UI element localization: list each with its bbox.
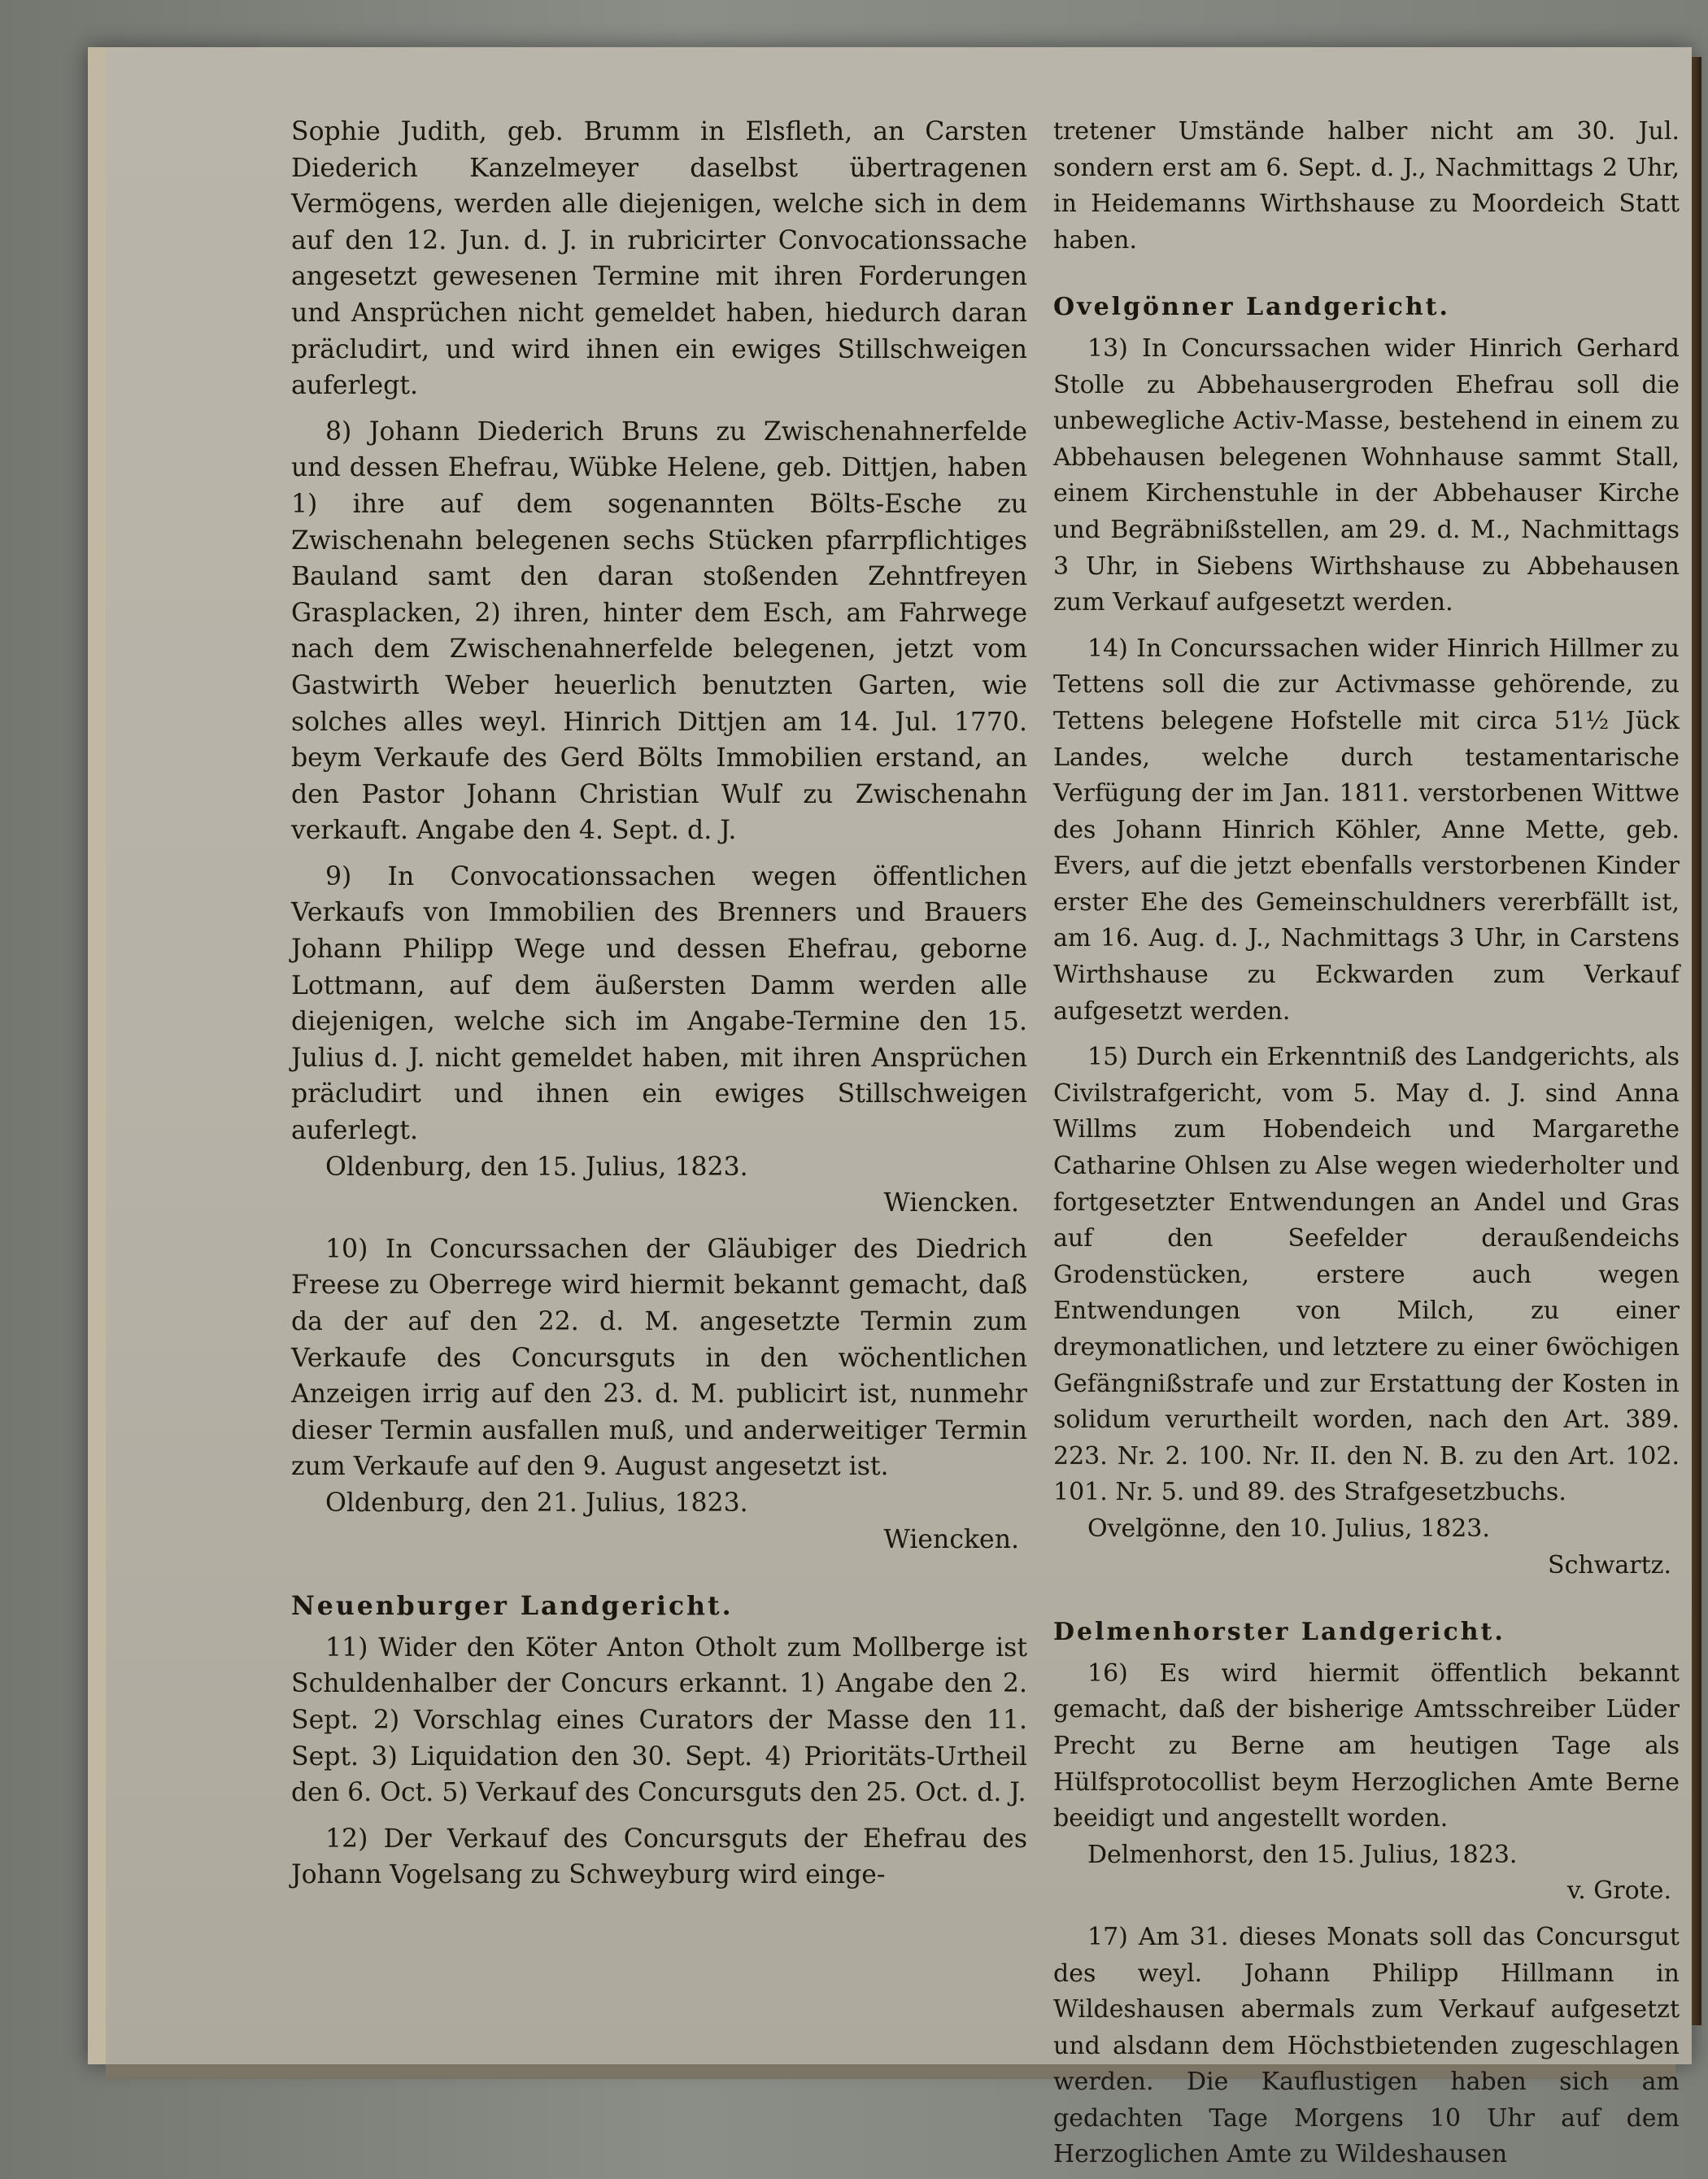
dateline-ovelgoenne: Ovelgönne, den 10. Julius, 1823. bbox=[1087, 1514, 1490, 1543]
paragraph-11: 11) Wider den Köter Anton Otholt zum Mollberge ist Schuldenhalber der Concurs erkannt. 1) Angabe den 2. Sept. 2) Vorschlag eines Curators der Masse den 11. Sept. 3) Liquidation den 30. Sept. 4) Prioritäts-Urtheil den 6. Oct. 5) Verkauf des Concursguts den 25. Oct. d. J. bbox=[291, 1632, 1027, 1808]
heading-delmenhorst: Delmenhorster Landgericht. bbox=[1053, 1618, 1505, 1647]
signature-schwartz: Schwartz. bbox=[1548, 1550, 1671, 1580]
paragraph-15: 15) Durch ein Erkenntniß des Landgerichts, als Civilstrafgericht, vom 5. May d. J. sind Anna Willms zum Hobendeich und Margarethe Catharine Ohlsen zu Alse wegen wiederholter und fortgesetzter Entwendungen an Andel und Gras auf den Seefelder deraußendeichs Grodenstücken, erstere auch wegen Entwendungen von Milch, zu einer dreymonatlichen, und letztere zu einer 6wöchigen Gefängnißstrafe und zur Erstattung der Kosten in solidum verurtheilt worden, nach den Art. 389. 223. Nr. 2. 100. Nr. II. den N. B. zu den Art. 102. 101. Nr. 5. und 89. des Strafgesetzbuchs. bbox=[1053, 1043, 1680, 1507]
heading-neuenburg: Neuenburger Landgericht. bbox=[291, 1591, 734, 1622]
paragraph-13: 13) In Concurssachen wider Hinrich Gerhard Stolle zu Abbehausergroden Ehefrau soll die unbewegliche Activ-Masse, bestehend in einem zu Abbehausen belegenen Wohnhause sammt Stall, einem Kirchenstuhle in der Abbehauser Kirche und Begräbnißstellen, am 29. d. M., Nachmittags 3 Uhr, in Siebens Wirthshause zu Abbehausen zum Verkauf aufgesetzt werden. bbox=[1053, 333, 1680, 617]
signature-wiencken-1: Wiencken. bbox=[883, 1188, 1019, 1218]
paragraph-16: 16) Es wird hiermit öffentlich bekannt gemacht, daß der bisherige Amtsschreiber Lüder Precht zu Berne am heutigen Tage als Hülfsprotocollist beym Herzoglichen Amte Berne beeidigt und angestellt worden. bbox=[1053, 1658, 1680, 1833]
paragraph-7-continued: Sophie Judith, geb. Brumm in Elsfleth, an Carsten Diederich Kanzelmeyer daselbst übertragenen Vermögens, werden alle diejenigen, welche sich in dem auf den 12. Jun. d. J. in rubricirter Convocationssache angesetzt gewesenen Termine mit ihren Forderungen und Ansprüchen nicht gemeldet haben, hiedurch daran präcludirt, und wird ihnen ein ewiges Stillschweigen auferlegt. bbox=[291, 117, 1027, 401]
dateline-delmenhorst: Delmenhorst, den 15. Julius, 1823. bbox=[1087, 1840, 1518, 1869]
dateline-oldenburg-2: Oldenburg, den 21. Julius, 1823. bbox=[325, 1488, 748, 1518]
paragraph-12: 12) Der Verkauf des Concursguts der Ehefrau des Johann Vogelsang zu Schweyburg wird einge- bbox=[291, 1824, 1027, 1890]
paragraph-10: 10) In Concurssachen der Gläubiger des Diedrich Freese zu Oberrege wird hiermit bekannt gemacht, daß da der auf den 22. d. M. angesetzte Termin zum Verkaufe des Concursguts in den wöchentlichen Anzeigen irrig auf den 23. d. M. publicirt ist, nunmehr dieser Termin ausfallen muß, und anderweitiger Termin zum Verkaufe auf den 9. August angesetzt ist. bbox=[291, 1234, 1027, 1482]
paragraph-9: 9) In Convocationssachen wegen öffentlichen Verkaufs von Immobilien des Brenners und Brauers Johann Philipp Wege und dessen Ehefrau, geborne Lottmann, auf dem äußersten Damm werden alle diejenigen, welche sich im Angabe-Termine den 15. Julius d. J. nicht gemeldet haben, mit ihren Ansprüchen präcludirt und ihnen ein ewiges Stillschweigen auferlegt. bbox=[291, 861, 1027, 1146]
signature-wiencken-2: Wiencken. bbox=[883, 1524, 1019, 1554]
paragraph-17: 17) Am 31. dieses Monats soll das Concursgut des weyl. Johann Philipp Hillmann in Wildeshausen abermals zum Verkauf aufgesetzt und alsdann dem Höchstbietenden zugeschlagen werden. Die Kauflustigen haben sich am gedachten Tage Morgens 10 Uhr auf dem Herzoglichen Amte zu Wildeshausen bbox=[1053, 1922, 1680, 2169]
dateline-oldenburg-1: Oldenburg, den 15. Julius, 1823. bbox=[325, 1152, 748, 1182]
left-column bbox=[291, 114, 1027, 1894]
paragraph-14: 14) In Concurssachen wider Hinrich Hillmer zu Tettens soll die zur Activmasse gehörende, zu Tettens belegene Hofstelle mit circa 51½ Jück Landes, welche durch testamentarische Verfügung der im Jan. 1811. verstorbenen Wittwe des Johann Hinrich Köhler, Anne Mette, geb. Evers, auf die jetzt ebenfalls verstorbenen Kinder erster Ehe des Gemeinschuldners vererbfällt ist, am 16. Aug. d. J., Nachmittags 3 Uhr, in Carstens Wirthshause zu Eckwarden zum Verkauf aufgesetzt werden. bbox=[1053, 634, 1680, 1026]
signature-grote: v. Grote. bbox=[1566, 1876, 1671, 1906]
heading-ovelgoenne: Ovelgönner Landgericht. bbox=[1053, 293, 1450, 322]
paragraph-12-continued: tretener Umstände halber nicht am 30. Jul. sondern erst am 6. Sept. d. J., Nachmittags 2 Uhr, in Heidemanns Wirthshause zu Moordeich Statt haben. bbox=[1053, 117, 1680, 255]
right-column bbox=[1053, 114, 1680, 2169]
paragraph-8: 8) Johann Diederich Bruns zu Zwischenahnerfelde und dessen Ehefrau, Wübke Helene, geb. Dittjen, haben 1) ihre auf dem sogenannten Bölts-Esche zu Zwischenahn belegenen sechs Stücken pfarrpflichtiges Bauland samt den daran stoßenden Zehntfreyen Grasplacken, 2) ihren, hinter dem Esch, am Fahrwege nach dem Zwischenahnerfelde belegenen, jetzt vom Gastwirth Weber heuerlich benutzten Garten, wie solches alles weyl. Hinrich Dittjen am 14. Jul. 1770. beym Verkaufe des Gerd Bölts Immobilien erstand, an den Pastor Johann Christian Wulf zu Zwischenahn verkauft. Angabe den 4. Sept. d. J. bbox=[291, 416, 1027, 846]
